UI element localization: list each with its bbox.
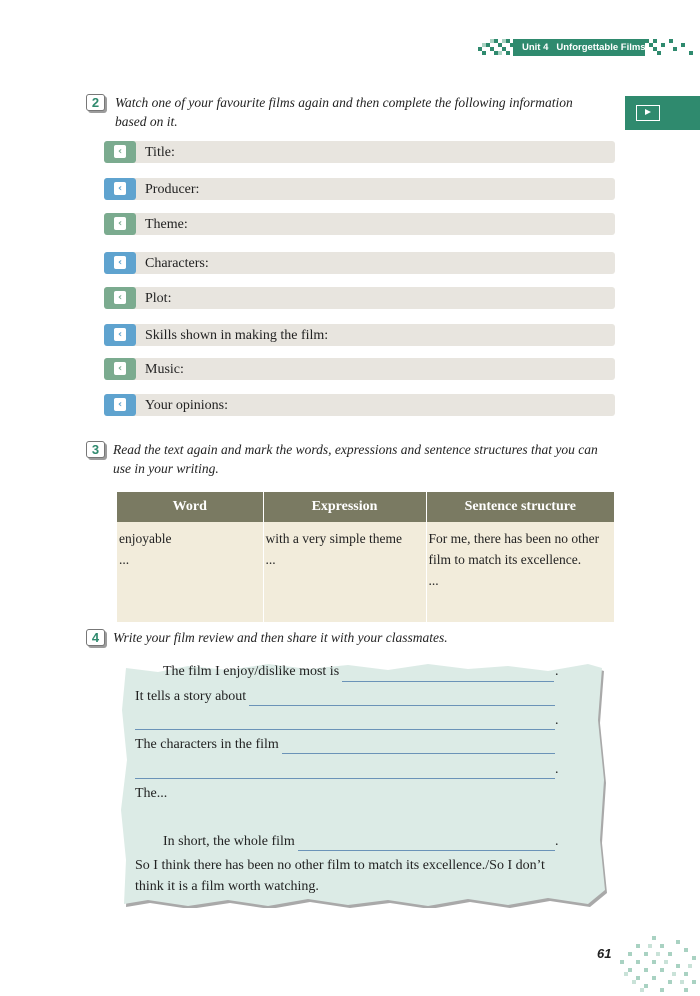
table-cell-text: For me, there has been no other: [428, 531, 600, 546]
chevron-glyph: ‹: [114, 362, 126, 375]
task-4-instruction: Write your film review and then share it with your classmates.: [113, 630, 448, 645]
header-checker-pattern: [476, 39, 514, 56]
period: .: [555, 762, 559, 777]
review-line-1: The film I enjoy/dislike most is: [163, 664, 340, 679]
info-field-label: Plot:: [145, 291, 172, 306]
info-field[interactable]: [104, 324, 615, 346]
info-field[interactable]: [104, 394, 615, 416]
chevron-left-icon: [104, 213, 136, 235]
chevron-glyph: ‹: [114, 182, 126, 195]
task-3-number: 3: [86, 441, 105, 458]
info-field[interactable]: [104, 213, 615, 235]
chevron-glyph: ‹: [114, 256, 126, 269]
blank-line[interactable]: [282, 753, 555, 754]
language-table: [117, 492, 614, 622]
info-field[interactable]: [104, 287, 615, 309]
blank-line[interactable]: [135, 729, 555, 730]
blank-line[interactable]: [249, 705, 555, 706]
table-cell-text: film to match its excellence.: [428, 552, 582, 567]
chevron-left-icon: [104, 324, 136, 346]
task-4-number: 4: [86, 629, 105, 646]
table-cell-sentence-structure: [426, 522, 614, 622]
review-line-2: It tells a story about: [135, 689, 247, 704]
info-field-label: Skills shown in making the film:: [145, 328, 329, 343]
table-cell-expression: [263, 522, 426, 622]
info-field-label: Your opinions:: [145, 398, 228, 413]
review-line-8: So I think there has been no other film to match its excellence./So I don’t: [135, 858, 545, 873]
review-line-4: The characters in the film: [135, 737, 279, 752]
review-line-6: The...: [135, 786, 168, 801]
period: .: [555, 713, 559, 728]
info-field[interactable]: [104, 178, 615, 200]
review-line-9: think it is a film worth watching.: [135, 879, 319, 894]
task-2-instruction-line-2: based on it.: [115, 114, 178, 129]
info-field[interactable]: [104, 141, 615, 163]
header-checker-pattern-right: [645, 39, 700, 56]
chevron-glyph: ‹: [114, 217, 126, 230]
table-header-sentence-structure: Sentence structure: [426, 492, 614, 522]
blank-line[interactable]: [342, 681, 554, 682]
info-field-label: Music:: [145, 362, 184, 377]
page-number: 61: [597, 946, 612, 961]
unit-title: Unforgettable Films: [556, 42, 646, 53]
unit-number: Unit 4: [522, 42, 549, 53]
chevron-left-icon: [104, 141, 136, 163]
info-field-label: Characters:: [145, 256, 209, 271]
period: .: [555, 834, 559, 849]
task-3-instruction-line-2: use in your writing.: [113, 461, 219, 476]
info-field-label: Title:: [145, 145, 175, 160]
chevron-left-icon: [104, 287, 136, 309]
table-cell-text: ...: [119, 552, 130, 567]
chevron-glyph: ‹: [114, 291, 126, 304]
table-cell-word: [117, 522, 263, 622]
table-cell-text: with a very simple theme: [265, 531, 402, 546]
table-cell-text: enjoyable: [119, 531, 172, 546]
info-field-label: Producer:: [145, 182, 200, 197]
task-2-instruction-line-1: Watch one of your favourite films again and then complete the following information: [115, 95, 573, 110]
unit-header: [513, 39, 645, 56]
table-header-word: Word: [117, 492, 263, 522]
film-tab: [625, 96, 700, 130]
chevron-glyph: ‹: [114, 145, 126, 158]
review-line-7: In short, the whole film: [163, 834, 295, 849]
chevron-glyph: ‹: [114, 398, 126, 411]
chevron-glyph: ‹: [114, 328, 126, 341]
info-field-label: Theme:: [145, 217, 188, 232]
footer-checker-pattern: [620, 936, 700, 996]
period: .: [555, 664, 559, 679]
chevron-left-icon: [104, 394, 136, 416]
task-2-number: 2: [86, 94, 105, 111]
info-field[interactable]: [104, 358, 615, 380]
chevron-left-icon: [104, 252, 136, 274]
table-cell-text: ...: [265, 552, 276, 567]
task-3-instruction-line-1: Read the text again and mark the words, expressions and sentence structures that you can: [113, 442, 598, 457]
blank-line[interactable]: [298, 850, 555, 851]
table-header-expression: Expression: [263, 492, 426, 522]
chevron-left-icon: [104, 358, 136, 380]
info-field[interactable]: [104, 252, 615, 274]
chevron-left-icon: [104, 178, 136, 200]
film-play-icon: [636, 105, 660, 121]
blank-line[interactable]: [135, 778, 555, 779]
table-cell-text: ...: [428, 573, 439, 588]
